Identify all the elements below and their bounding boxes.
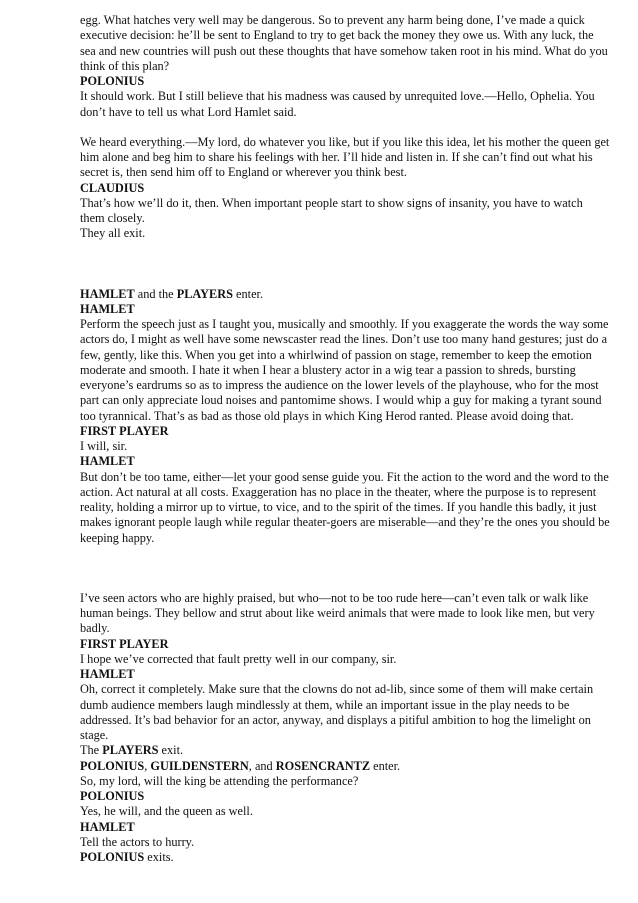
character-name: GUILDENSTERN	[150, 758, 249, 773]
speaker-name: POLONIUS	[80, 789, 145, 803]
character-name: ROSENCRANTZ	[275, 758, 371, 773]
speaker-name: POLONIUS	[80, 74, 145, 88]
character-name: POLONIUS	[80, 850, 145, 864]
direction-text: and the	[134, 286, 177, 301]
speaker-name: HAMLET	[80, 819, 135, 834]
speaker-name: FIRST PLAYER	[80, 423, 169, 438]
dialogue-text: egg. What hatches very well may be dangerous. So to prevent any harm being done, I’ve made a quick executive decision: he’ll be sent to England to try to get back the money they owe us. With any luck, the sea and new countries will push out these thoughts that have somehow taken root in his mind. What do you think of this plan?	[80, 13, 608, 73]
paragraph-gap	[80, 546, 610, 591]
speaker-name: HAMLET	[80, 667, 135, 681]
dialogue-text: I will, sir.	[80, 439, 128, 453]
direction-text: enter.	[232, 286, 264, 301]
character-name: POLONIUS	[80, 758, 145, 773]
character-name: PLAYERS	[102, 743, 159, 758]
dialogue-text: Perform the speech just as I taught you, musically and smoothly. If you exaggerate the words the way some actors do, I might as well have some newscaster read the lines. Don’t use too many hand gestures; just do a few, gently, like this. When you get into a whirlwind of passion on stage, remember to keep the emotion moderate and smooth. I hate it when I hear a blustery actor in a wig tear a passion to shreds, bursting everyone’s eardrums so as to impress the audience on the lower levels of the playhouse, who for the most part can only appreciate loud noises and pantomime shows. I would whip a guy for making a tyrant sound too tyrannical. That’s as bad as those old plays in which King Herod ranted. Please avoid doing that.	[80, 317, 609, 423]
direction-text: ,	[144, 758, 151, 773]
paragraph-gap	[80, 242, 610, 287]
direction-text: The	[80, 743, 103, 758]
dialogue-text: I hope we’ve corrected that fault pretty well in our company, sir.	[80, 651, 397, 666]
stage-direction	[80, 850, 610, 865]
speaker-name: HAMLET	[80, 301, 135, 316]
dialogue-text: That’s how we’ll do it, then. When important people start to show signs of insanity, you have to watch them closely.	[80, 195, 583, 225]
dialogue-text: Yes, he will, and the queen as well.	[80, 804, 253, 819]
direction-text: exit.	[158, 743, 184, 758]
paragraph-gap	[80, 120, 610, 135]
stage-direction	[80, 743, 610, 758]
dialogue-text: They all exit.	[80, 226, 146, 241]
dialogue-text: Oh, correct it completely. Make sure that the clowns do not ad-lib, since some of them will make certain dumb audience members laugh mindlessly at them, while an important issue in the play needs to be addressed. It’s bad behavior for an actor, anyway, and displays a pitiful ambition to hog the limelight on stage.	[80, 682, 594, 742]
speaker-name: FIRST PLAYER	[80, 636, 169, 651]
speaker-name: HAMLET	[80, 454, 135, 469]
stage-direction	[80, 287, 610, 302]
dialogue-text: Tell the actors to hurry.	[80, 834, 195, 849]
character-name: PLAYERS	[176, 286, 233, 301]
direction-text: exits.	[144, 850, 174, 864]
character-name: HAMLET	[80, 286, 135, 301]
direction-text: , and	[248, 758, 276, 773]
dialogue-text: So, my lord, will the king be attending the performance?	[80, 773, 359, 788]
stage-direction	[80, 759, 610, 774]
speaker-name: CLAUDIUS	[80, 180, 145, 195]
direction-text: enter.	[370, 758, 401, 773]
dialogue-text: But don’t be too tame, either—let your good sense guide you. Fit the action to the word and the word to the action. Act natural at all costs. Exaggeration has no place in the theater, where the purpose is to represent reality, holding a mirror up to virtue, to vice, and to the spirit of the times. If you handle this badly, it just makes ignorant people laugh while regular theater-goers are miserable—and they’re the ones you should be keeping happy.	[80, 469, 610, 545]
dialogue-text: We heard everything.—My lord, do whatever you like, but if you like this idea, let his mother the queen get him alone and beg him to share his feelings with her. I’ll hide and listen in. If she can’t find out what his secret is, then send him off to England or wherever you think best.	[80, 134, 610, 180]
dialogue-text: I’ve seen actors who are highly praised, but who—not to be too rude here—can’t even talk or walk like human beings. They bellow and strut about like weird animals that were made to look like men, but very badly.	[80, 590, 595, 636]
dialogue-text: It should work. But I still believe that his madness was caused by unrequited love.—Hello, Ophelia. You don’t have to tell us what Lord Hamlet said.	[80, 89, 595, 119]
document-page	[80, 13, 610, 865]
